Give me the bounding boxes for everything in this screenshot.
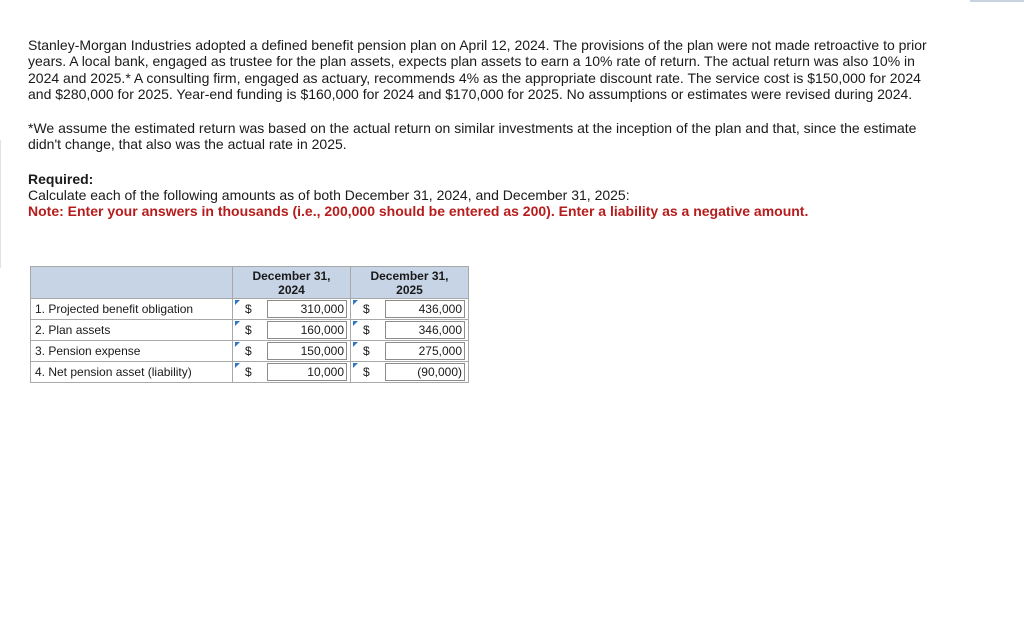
net-pension-2024-input[interactable]: 10,000 — [267, 363, 347, 381]
flag-marker-icon — [235, 342, 240, 347]
row-label-plan-assets: 2. Plan assets — [31, 320, 233, 341]
plan-assets-2024-input[interactable]: 160,000 — [267, 321, 347, 339]
blank-header-cell — [31, 267, 233, 299]
currency-symbol: $ — [245, 344, 252, 358]
pension-expense-2025-input[interactable]: 275,000 — [385, 342, 465, 360]
table-row-pbo — [31, 299, 469, 320]
pbo-2025-input[interactable]: 436,000 — [385, 300, 465, 318]
column-header-2025 — [351, 267, 469, 299]
column-header-2024 — [233, 267, 351, 299]
currency-symbol: $ — [363, 344, 370, 358]
flag-marker-icon — [235, 300, 240, 305]
plan-assets-2025-input[interactable]: 346,000 — [385, 321, 465, 339]
top-right-rule — [970, 0, 1024, 2]
flag-marker-icon — [353, 342, 358, 347]
net-pension-2025-input[interactable]: (90,000) — [385, 363, 465, 381]
pbo-2024-input[interactable]: 310,000 — [267, 300, 347, 318]
currency-symbol: $ — [245, 323, 252, 337]
currency-symbol: $ — [363, 365, 370, 379]
required-title: Required: — [28, 170, 94, 187]
entry-note: Note: Enter your answers in thousands (i.e., 200,000 should be entered as 200). Enter a liability as a negative amount. — [28, 203, 809, 220]
flag-marker-icon — [353, 321, 358, 326]
flag-marker-icon — [235, 363, 240, 368]
cell-pension-expense-2024 — [233, 341, 351, 362]
required-text: Calculate each of the following amounts as of both December 31, 2024, and December 31, 2025: — [28, 187, 630, 204]
row-label-net-pension: 4. Net pension asset (liability) — [31, 362, 233, 383]
column-header-2025-line1: December 31, — [370, 268, 449, 283]
currency-symbol: $ — [245, 365, 252, 379]
cell-pbo-2024 — [233, 299, 351, 320]
currency-symbol: $ — [363, 302, 370, 316]
currency-symbol: $ — [363, 323, 370, 337]
flag-marker-icon — [235, 321, 240, 326]
table-row-net-pension — [31, 362, 469, 383]
flag-marker-icon — [353, 363, 358, 368]
cell-plan-assets-2024 — [233, 320, 351, 341]
table-row-plan-assets — [31, 320, 469, 341]
column-header-2025-line2: 2025 — [396, 282, 423, 297]
column-header-2024-line2: 2024 — [278, 282, 305, 297]
currency-symbol: $ — [245, 302, 252, 316]
cell-plan-assets-2025 — [351, 320, 469, 341]
row-label-pension-expense: 3. Pension expense — [31, 341, 233, 362]
pension-expense-2024-input[interactable]: 150,000 — [267, 342, 347, 360]
required-block — [28, 171, 928, 220]
cell-net-pension-2025 — [351, 362, 469, 383]
answer-table — [30, 266, 469, 383]
problem-footnote: *We assume the estimated return was based on the actual return on similar investments at the inception of the plan and that, since the estimate didn't change, that also was the actual rate in 2025. — [28, 120, 917, 153]
flag-marker-icon — [353, 300, 358, 305]
problem-paragraph: Stanley-Morgan Industries adopted a defined benefit pension plan on April 12, 2024. The provisions of the plan were not made retroactive to prior years. A local bank, engaged as trustee for the plan assets, expects plan assets to earn a 10% rate of return. The actual return was also 10% in 2024 and 2025.* A consulting firm, engaged as actuary, recommends 4% as the appropriate discount rate. The service cost is $150,000 for 2024 and $280,000 for 2025. Year-end funding is $160,000 for 2024 and $170,000 for 2025. No assumptions or estimates were revised during 2024. — [28, 37, 927, 102]
cell-pension-expense-2025 — [351, 341, 469, 362]
problem-statement — [28, 37, 928, 220]
table-header-row — [31, 267, 469, 299]
left-edge-rule — [0, 140, 1, 268]
table-row-pension-expense — [31, 341, 469, 362]
cell-net-pension-2024 — [233, 362, 351, 383]
column-header-2024-line1: December 31, — [252, 268, 331, 283]
row-label-pbo: 1. Projected benefit obligation — [31, 299, 233, 320]
cell-pbo-2025 — [351, 299, 469, 320]
